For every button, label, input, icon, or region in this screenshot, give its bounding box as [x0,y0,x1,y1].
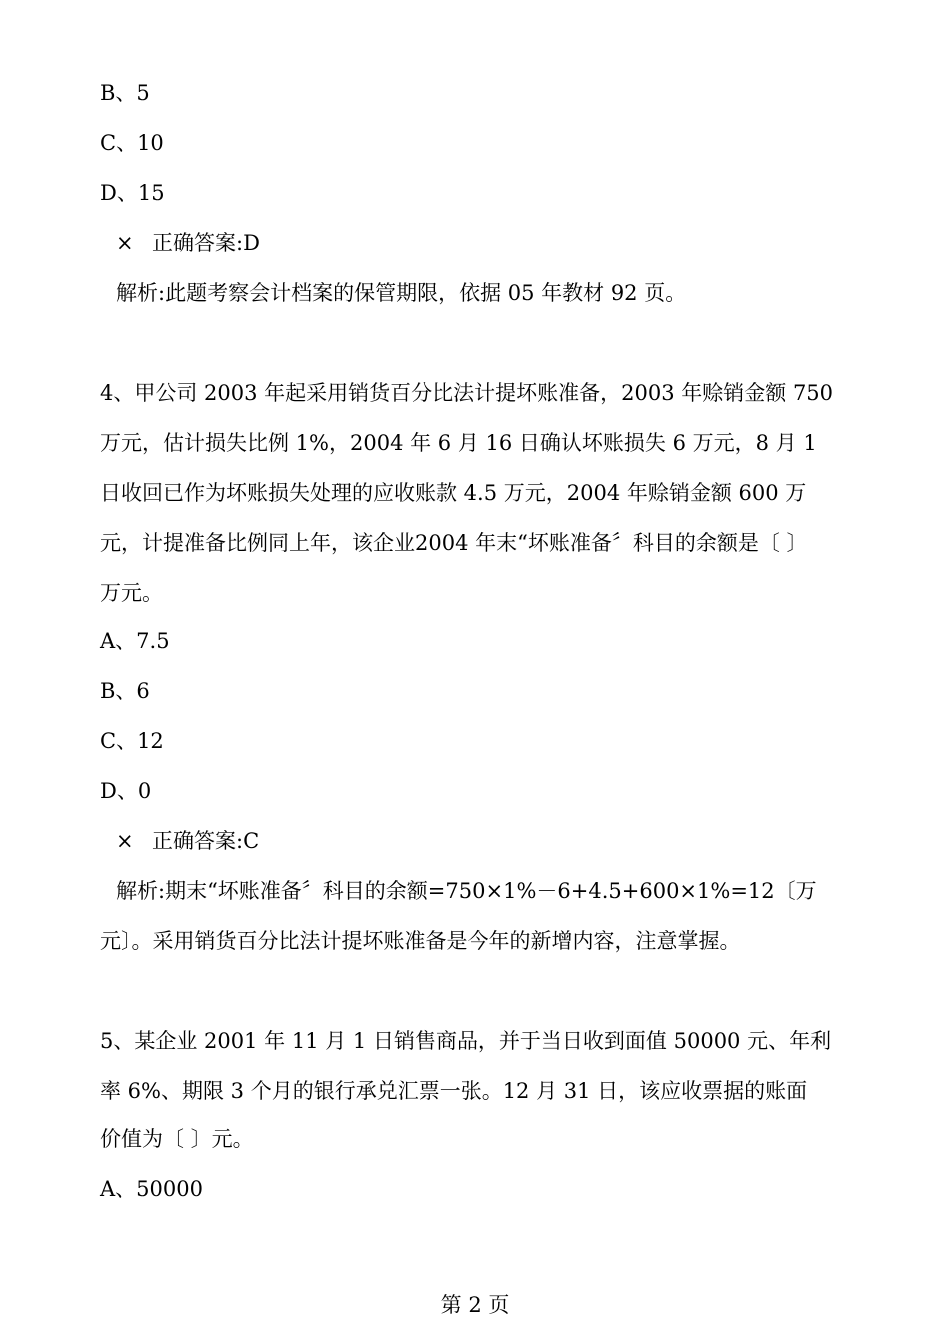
q4-question-line-5: 万元。 [100,581,163,605]
q3-option-d: D、15 [100,181,165,205]
q5-question-line-1: 5、某企业 2001 年 11 月 1 日销售商品，并于当日收到面值 50000 元、年利 [100,1029,832,1053]
q4-answer-line [116,826,259,856]
q4-option-c: C、12 [100,729,164,753]
q4-question-line-1: 4、甲公司 2003 年起采用销货百分比法计提坏账准备，2003 年赊销金额 750 [100,381,834,405]
q3-option-b: B、5 [100,81,150,105]
page-number: 第 2 页 [440,1293,510,1317]
q4-analysis-line-1: 解析:期末“坏账准备〞科目的余额=750×1%－6+4.5+600×1%=12〔万 [116,879,817,903]
q4-option-a: A、7.5 [100,629,170,653]
q4-question-line-4: 元，计提准备比例同上年，该企业2004 年末“坏账准备〞科目的余额是〔 〕 [100,531,808,555]
q5-question-line-2: 率 6%、期限 3 个月的银行承兑汇票一张。12 月 31 日，该应收票据的账面 [100,1079,808,1103]
q4-question-line-2: 万元，估计损失比例 1%，2004 年 6 月 16 日确认坏账损失 6 万元，8 月 1 [100,431,817,455]
q4-question-line-3: 日收回已作为坏账损失处理的应收账款 4.5 万元，2004 年赊销金额 600 万 [100,481,807,505]
q4-analysis-line-2: 元〕。采用销货百分比法计提坏账准备是今年的新增内容，注意掌握。 [100,929,741,953]
q5-option-a: A、50000 [100,1177,203,1201]
q4-option-b: B、6 [100,679,150,703]
q3-option-c: C、10 [100,131,164,155]
q3-answer-line [116,228,260,258]
wrong-mark-icon: × [116,829,134,853]
q3-correct-answer: 正确答案:D [152,231,260,255]
q3-analysis: 解析:此题考察会计档案的保管期限，依据 05 年教材 92 页。 [116,281,687,305]
wrong-mark-icon: × [116,231,134,255]
q4-correct-answer: 正确答案:C [152,829,260,853]
q4-option-d: D、0 [100,779,152,803]
q5-question-line-3: 价值为〔 〕元。 [100,1127,254,1151]
